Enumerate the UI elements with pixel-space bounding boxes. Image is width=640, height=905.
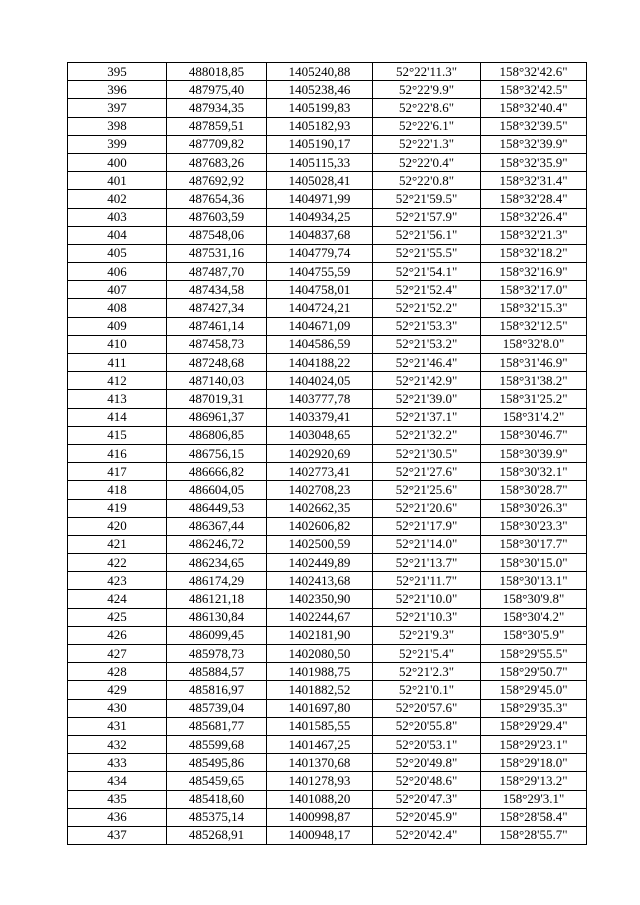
point-number-cell: 400 [68,153,167,171]
y-coordinate-cell: 1401697,80 [267,699,373,717]
x-coordinate-cell: 486756,15 [167,444,267,462]
x-coordinate-cell: 486367,44 [167,517,267,535]
y-coordinate-cell: 1403048,65 [267,426,373,444]
table-row [68,317,587,335]
point-number-cell: 421 [68,535,167,553]
table-row [68,499,587,517]
y-coordinate-cell: 1404971,99 [267,190,373,208]
longitude-cell: 158°29'23.1" [481,735,587,753]
point-number-cell: 406 [68,263,167,281]
longitude-cell: 158°32'8.0" [481,335,587,353]
y-coordinate-cell: 1405182,93 [267,117,373,135]
y-coordinate-cell: 1402080,50 [267,645,373,663]
table-row [68,699,587,717]
y-coordinate-cell: 1403777,78 [267,390,373,408]
x-coordinate-cell: 487434,58 [167,281,267,299]
point-number-cell: 401 [68,172,167,190]
point-number-cell: 428 [68,663,167,681]
latitude-cell: 52°20'48.6" [373,772,481,790]
point-number-cell: 423 [68,572,167,590]
point-number-cell: 416 [68,444,167,462]
table-row [68,63,587,81]
point-number-cell: 412 [68,372,167,390]
latitude-cell: 52°21'52.2" [373,299,481,317]
point-number-cell: 420 [68,517,167,535]
table-row [68,717,587,735]
latitude-cell: 52°21'0.1" [373,681,481,699]
longitude-cell: 158°32'42.6" [481,63,587,81]
longitude-cell: 158°32'15.3" [481,299,587,317]
point-number-cell: 419 [68,499,167,517]
x-coordinate-cell: 486604,05 [167,481,267,499]
latitude-cell: 52°20'55.8" [373,717,481,735]
latitude-cell: 52°21'10.0" [373,590,481,608]
x-coordinate-cell: 487975,40 [167,81,267,99]
longitude-cell: 158°30'5.9" [481,626,587,644]
longitude-cell: 158°29'29.4" [481,717,587,735]
table-row [68,81,587,99]
y-coordinate-cell: 1402500,59 [267,535,373,553]
latitude-cell: 52°21'5.4" [373,645,481,663]
table-row [68,554,587,572]
y-coordinate-cell: 1401467,25 [267,735,373,753]
point-number-cell: 413 [68,390,167,408]
table-row [68,208,587,226]
point-number-cell: 433 [68,754,167,772]
point-number-cell: 408 [68,299,167,317]
x-coordinate-cell: 487603,59 [167,208,267,226]
point-number-cell: 417 [68,463,167,481]
table-row [68,826,587,844]
y-coordinate-cell: 1404724,21 [267,299,373,317]
y-coordinate-cell: 1400948,17 [267,826,373,844]
y-coordinate-cell: 1402244,67 [267,608,373,626]
point-number-cell: 435 [68,790,167,808]
y-coordinate-cell: 1405238,46 [267,81,373,99]
x-coordinate-cell: 485459,65 [167,772,267,790]
point-number-cell: 398 [68,117,167,135]
y-coordinate-cell: 1402773,41 [267,463,373,481]
table-row [68,517,587,535]
x-coordinate-cell: 486130,84 [167,608,267,626]
longitude-cell: 158°30'39.9" [481,444,587,462]
latitude-cell: 52°21'42.9" [373,372,481,390]
table-row [68,772,587,790]
y-coordinate-cell: 1405028,41 [267,172,373,190]
x-coordinate-cell: 486121,18 [167,590,267,608]
table-row [68,426,587,444]
x-coordinate-cell: 486099,45 [167,626,267,644]
longitude-cell: 158°32'26.4" [481,208,587,226]
x-coordinate-cell: 485418,60 [167,790,267,808]
point-number-cell: 424 [68,590,167,608]
longitude-cell: 158°30'23.3" [481,517,587,535]
latitude-cell: 52°21'25.6" [373,481,481,499]
point-number-cell: 395 [68,63,167,81]
latitude-cell: 52°22'0.8" [373,172,481,190]
point-number-cell: 410 [68,335,167,353]
latitude-cell: 52°21'32.2" [373,426,481,444]
longitude-cell: 158°31'38.2" [481,372,587,390]
table-row [68,626,587,644]
table-row [68,299,587,317]
point-number-cell: 418 [68,481,167,499]
longitude-cell: 158°30'13.1" [481,572,587,590]
y-coordinate-cell: 1402920,69 [267,444,373,462]
longitude-cell: 158°31'25.2" [481,390,587,408]
latitude-cell: 52°21'55.5" [373,244,481,262]
latitude-cell: 52°22'8.6" [373,99,481,117]
latitude-cell: 52°21'37.1" [373,408,481,426]
table-row [68,790,587,808]
y-coordinate-cell: 1404837,68 [267,226,373,244]
x-coordinate-cell: 485739,04 [167,699,267,717]
longitude-cell: 158°28'58.4" [481,808,587,826]
longitude-cell: 158°32'16.9" [481,263,587,281]
x-coordinate-cell: 487654,36 [167,190,267,208]
x-coordinate-cell: 485978,73 [167,645,267,663]
latitude-cell: 52°21'14.0" [373,535,481,553]
table-row [68,535,587,553]
latitude-cell: 52°21'57.9" [373,208,481,226]
x-coordinate-cell: 486174,29 [167,572,267,590]
y-coordinate-cell: 1401585,55 [267,717,373,735]
table-row [68,244,587,262]
coordinates-table-body [68,63,587,845]
x-coordinate-cell: 485495,86 [167,754,267,772]
x-coordinate-cell: 487709,82 [167,135,267,153]
table-row [68,390,587,408]
y-coordinate-cell: 1401882,52 [267,681,373,699]
table-row [68,645,587,663]
table-row [68,735,587,753]
y-coordinate-cell: 1402606,82 [267,517,373,535]
x-coordinate-cell: 485268,91 [167,826,267,844]
table-row [68,754,587,772]
longitude-cell: 158°32'35.9" [481,153,587,171]
x-coordinate-cell: 487859,51 [167,117,267,135]
latitude-cell: 52°21'17.9" [373,517,481,535]
latitude-cell: 52°20'49.8" [373,754,481,772]
latitude-cell: 52°21'53.2" [373,335,481,353]
longitude-cell: 158°32'12.5" [481,317,587,335]
x-coordinate-cell: 486234,65 [167,554,267,572]
latitude-cell: 52°21'27.6" [373,463,481,481]
table-row [68,263,587,281]
point-number-cell: 411 [68,354,167,372]
table-row [68,444,587,462]
coordinates-table [67,62,587,845]
y-coordinate-cell: 1404188,22 [267,354,373,372]
y-coordinate-cell: 1404758,01 [267,281,373,299]
point-number-cell: 399 [68,135,167,153]
point-number-cell: 404 [68,226,167,244]
point-number-cell: 431 [68,717,167,735]
latitude-cell: 52°20'53.1" [373,735,481,753]
y-coordinate-cell: 1404779,74 [267,244,373,262]
latitude-cell: 52°22'0.4" [373,153,481,171]
y-coordinate-cell: 1402449,89 [267,554,373,572]
longitude-cell: 158°32'39.9" [481,135,587,153]
point-number-cell: 422 [68,554,167,572]
y-coordinate-cell: 1402181,90 [267,626,373,644]
latitude-cell: 52°22'1.3" [373,135,481,153]
x-coordinate-cell: 487692,92 [167,172,267,190]
table-row [68,463,587,481]
table-row [68,135,587,153]
longitude-cell: 158°29'18.0" [481,754,587,772]
point-number-cell: 434 [68,772,167,790]
y-coordinate-cell: 1405199,83 [267,99,373,117]
x-coordinate-cell: 486246,72 [167,535,267,553]
x-coordinate-cell: 487458,73 [167,335,267,353]
table-row [68,117,587,135]
y-coordinate-cell: 1404671,09 [267,317,373,335]
latitude-cell: 52°21'2.3" [373,663,481,681]
y-coordinate-cell: 1404755,59 [267,263,373,281]
longitude-cell: 158°29'13.2" [481,772,587,790]
longitude-cell: 158°29'45.0" [481,681,587,699]
y-coordinate-cell: 1402413,68 [267,572,373,590]
point-number-cell: 396 [68,81,167,99]
y-coordinate-cell: 1402350,90 [267,590,373,608]
longitude-cell: 158°32'28.4" [481,190,587,208]
latitude-cell: 52°21'46.4" [373,354,481,372]
longitude-cell: 158°30'46.7" [481,426,587,444]
table-row [68,572,587,590]
table-row [68,335,587,353]
table-row [68,408,587,426]
latitude-cell: 52°20'47.3" [373,790,481,808]
x-coordinate-cell: 485599,68 [167,735,267,753]
y-coordinate-cell: 1404024,05 [267,372,373,390]
x-coordinate-cell: 487548,06 [167,226,267,244]
latitude-cell: 52°20'57.6" [373,699,481,717]
latitude-cell: 52°20'42.4" [373,826,481,844]
table-row [68,808,587,826]
x-coordinate-cell: 487427,34 [167,299,267,317]
x-coordinate-cell: 486806,85 [167,426,267,444]
x-coordinate-cell: 487934,35 [167,99,267,117]
point-number-cell: 405 [68,244,167,262]
longitude-cell: 158°32'39.5" [481,117,587,135]
point-number-cell: 437 [68,826,167,844]
table-row [68,481,587,499]
point-number-cell: 436 [68,808,167,826]
longitude-cell: 158°32'40.4" [481,99,587,117]
point-number-cell: 432 [68,735,167,753]
y-coordinate-cell: 1404586,59 [267,335,373,353]
point-number-cell: 430 [68,699,167,717]
longitude-cell: 158°28'55.7" [481,826,587,844]
x-coordinate-cell: 487683,26 [167,153,267,171]
longitude-cell: 158°30'26.3" [481,499,587,517]
longitude-cell: 158°32'42.5" [481,81,587,99]
longitude-cell: 158°29'35.3" [481,699,587,717]
point-number-cell: 414 [68,408,167,426]
point-number-cell: 426 [68,626,167,644]
table-row [68,681,587,699]
x-coordinate-cell: 487461,14 [167,317,267,335]
x-coordinate-cell: 487248,68 [167,354,267,372]
latitude-cell: 52°22'9.9" [373,81,481,99]
point-number-cell: 397 [68,99,167,117]
longitude-cell: 158°30'9.8" [481,590,587,608]
x-coordinate-cell: 485816,97 [167,681,267,699]
point-number-cell: 407 [68,281,167,299]
latitude-cell: 52°21'11.7" [373,572,481,590]
x-coordinate-cell: 486449,53 [167,499,267,517]
table-row [68,372,587,390]
longitude-cell: 158°32'17.0" [481,281,587,299]
longitude-cell: 158°31'4.2" [481,408,587,426]
y-coordinate-cell: 1402708,23 [267,481,373,499]
latitude-cell: 52°20'45.9" [373,808,481,826]
point-number-cell: 427 [68,645,167,663]
latitude-cell: 52°21'39.0" [373,390,481,408]
table-row [68,190,587,208]
y-coordinate-cell: 1405190,17 [267,135,373,153]
y-coordinate-cell: 1405115,33 [267,153,373,171]
table-row [68,172,587,190]
latitude-cell: 52°21'52.4" [373,281,481,299]
latitude-cell: 52°21'30.5" [373,444,481,462]
x-coordinate-cell: 486961,37 [167,408,267,426]
y-coordinate-cell: 1401370,68 [267,754,373,772]
table-row [68,590,587,608]
point-number-cell: 425 [68,608,167,626]
latitude-cell: 52°22'6.1" [373,117,481,135]
longitude-cell: 158°32'18.2" [481,244,587,262]
latitude-cell: 52°21'13.7" [373,554,481,572]
longitude-cell: 158°31'46.9" [481,354,587,372]
x-coordinate-cell: 487019,31 [167,390,267,408]
longitude-cell: 158°32'31.4" [481,172,587,190]
table-row [68,281,587,299]
point-number-cell: 415 [68,426,167,444]
y-coordinate-cell: 1403379,41 [267,408,373,426]
latitude-cell: 52°21'20.6" [373,499,481,517]
y-coordinate-cell: 1400998,87 [267,808,373,826]
x-coordinate-cell: 487531,16 [167,244,267,262]
y-coordinate-cell: 1405240,88 [267,63,373,81]
longitude-cell: 158°30'28.7" [481,481,587,499]
x-coordinate-cell: 485681,77 [167,717,267,735]
latitude-cell: 52°21'9.3" [373,626,481,644]
table-row [68,99,587,117]
point-number-cell: 429 [68,681,167,699]
y-coordinate-cell: 1402662,35 [267,499,373,517]
longitude-cell: 158°30'4.2" [481,608,587,626]
longitude-cell: 158°30'15.0" [481,554,587,572]
x-coordinate-cell: 487487,70 [167,263,267,281]
latitude-cell: 52°21'59.5" [373,190,481,208]
x-coordinate-cell: 485884,57 [167,663,267,681]
table-row [68,226,587,244]
latitude-cell: 52°21'10.3" [373,608,481,626]
y-coordinate-cell: 1401088,20 [267,790,373,808]
table-row [68,354,587,372]
x-coordinate-cell: 485375,14 [167,808,267,826]
latitude-cell: 52°21'56.1" [373,226,481,244]
longitude-cell: 158°29'55.5" [481,645,587,663]
longitude-cell: 158°29'50.7" [481,663,587,681]
y-coordinate-cell: 1401988,75 [267,663,373,681]
x-coordinate-cell: 487140,03 [167,372,267,390]
x-coordinate-cell: 488018,85 [167,63,267,81]
point-number-cell: 402 [68,190,167,208]
y-coordinate-cell: 1404934,25 [267,208,373,226]
x-coordinate-cell: 486666,82 [167,463,267,481]
y-coordinate-cell: 1401278,93 [267,772,373,790]
point-number-cell: 409 [68,317,167,335]
latitude-cell: 52°21'53.3" [373,317,481,335]
longitude-cell: 158°29'3.1" [481,790,587,808]
latitude-cell: 52°22'11.3" [373,63,481,81]
longitude-cell: 158°30'32.1" [481,463,587,481]
longitude-cell: 158°32'21.3" [481,226,587,244]
point-number-cell: 403 [68,208,167,226]
table-row [68,153,587,171]
longitude-cell: 158°30'17.7" [481,535,587,553]
table-row [68,663,587,681]
latitude-cell: 52°21'54.1" [373,263,481,281]
table-row [68,608,587,626]
